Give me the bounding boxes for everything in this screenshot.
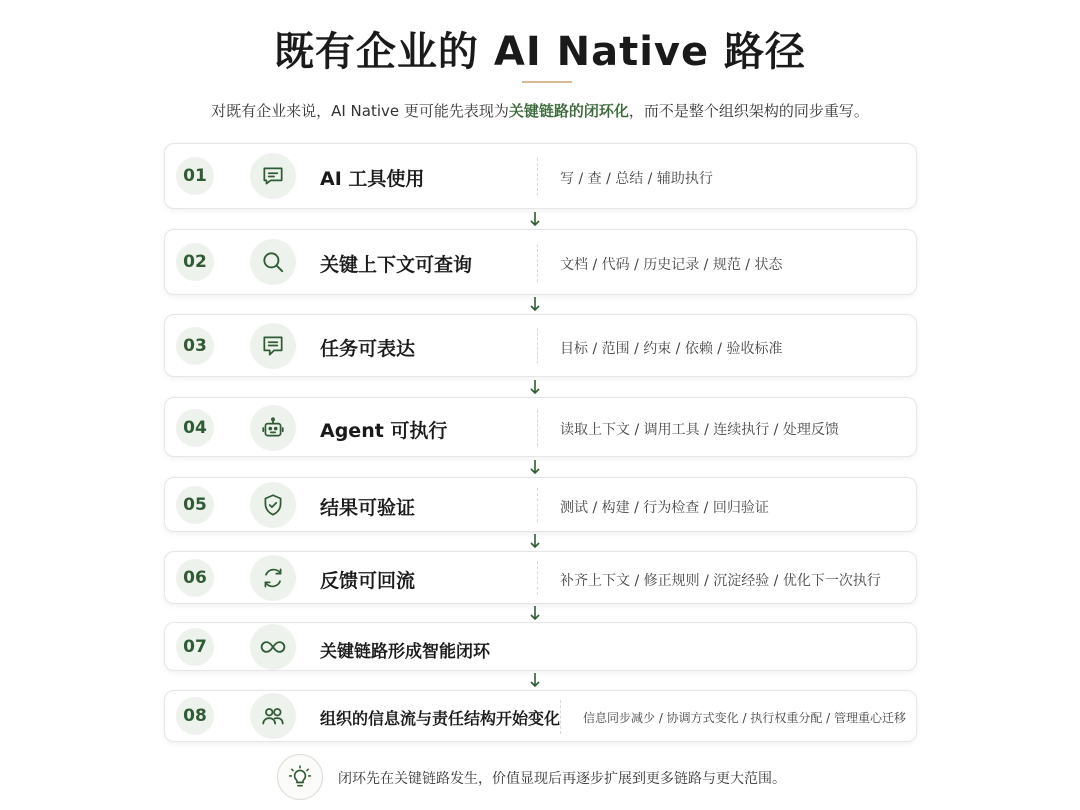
- search-icon: [250, 239, 296, 285]
- page-subtitle: [0, 100, 1080, 121]
- step-label: 结果可验证: [320, 497, 416, 519]
- step-label: AI 工具使用: [320, 168, 425, 190]
- step-desc: 文档 / 代码 / 历史记录 / 规范 / 状态: [560, 257, 783, 273]
- down-arrow-icon: [529, 605, 541, 621]
- step-card-07: [164, 622, 917, 671]
- step-desc: 写 / 查 / 总结 / 辅助执行: [560, 171, 713, 187]
- step-card-05: [164, 477, 917, 532]
- divider: [537, 488, 538, 522]
- step-label: 关键上下文可查询: [320, 254, 473, 276]
- people-icon: [250, 693, 296, 739]
- down-arrow-icon: [529, 211, 541, 227]
- step-label: Agent 可执行: [320, 420, 448, 442]
- step-number: 06: [176, 559, 214, 597]
- message-lines-icon: [250, 323, 296, 369]
- subtitle-pre: 对既有企业来说，AI Native 更可能先表现为: [211, 102, 509, 120]
- robot-icon: [250, 405, 296, 451]
- step-desc: 读取上下文 / 调用工具 / 连续执行 / 处理反馈: [560, 422, 839, 438]
- step-number: 03: [176, 327, 214, 365]
- down-arrow-icon: [529, 296, 541, 312]
- step-card-04: [164, 397, 917, 457]
- divider: [537, 561, 538, 595]
- step-card-06: [164, 551, 917, 604]
- down-arrow-icon: [529, 533, 541, 549]
- divider: [537, 244, 538, 282]
- divider: [537, 410, 538, 446]
- page-title: 既有企业的 AI Native 路径: [273, 29, 807, 75]
- chat-bubble-icon: [250, 153, 296, 199]
- divider: [537, 328, 538, 364]
- step-card-02: [164, 229, 917, 295]
- title-underline: [522, 81, 572, 83]
- step-number: 01: [176, 157, 214, 195]
- lightbulb-icon: [277, 754, 323, 800]
- step-label: 组织的信息流与责任结构开始变化: [320, 709, 561, 728]
- step-desc: 目标 / 范围 / 约束 / 依赖 / 验收标准: [560, 341, 783, 357]
- down-arrow-icon: [529, 379, 541, 395]
- infinity-icon: [250, 624, 296, 670]
- step-number: 07: [176, 628, 214, 666]
- step-card-01: [164, 143, 917, 209]
- step-desc: 补齐上下文 / 修正规则 / 沉淀经验 / 优化下一次执行: [560, 573, 881, 589]
- step-label: 反馈可回流: [320, 570, 416, 592]
- footer-note: 闭环先在关键链路发生，价值显现后再逐步扩展到更多链路与更大范围。: [338, 771, 786, 787]
- step-number: 05: [176, 486, 214, 524]
- step-number: 08: [176, 697, 214, 735]
- step-desc: 信息同步减少 / 协调方式变化 / 执行权重分配 / 管理重心迁移: [583, 711, 907, 725]
- step-desc: 测试 / 构建 / 行为检查 / 回归验证: [560, 500, 769, 516]
- step-card-08: [164, 690, 917, 742]
- step-label: 关键链路形成智能闭环: [320, 642, 490, 662]
- divider: [537, 158, 538, 196]
- down-arrow-icon: [529, 459, 541, 475]
- step-number: 04: [176, 409, 214, 447]
- refresh-icon: [250, 555, 296, 601]
- divider: [560, 700, 561, 734]
- shield-check-icon: [250, 482, 296, 528]
- step-card-03: [164, 314, 917, 377]
- subtitle-post: ，而不是整个组织架构的同步重写。: [628, 102, 869, 120]
- step-label: 任务可表达: [320, 338, 416, 360]
- step-number: 02: [176, 243, 214, 281]
- subtitle-highlight: 关键链路的闭环化: [508, 102, 629, 120]
- down-arrow-icon: [529, 672, 541, 688]
